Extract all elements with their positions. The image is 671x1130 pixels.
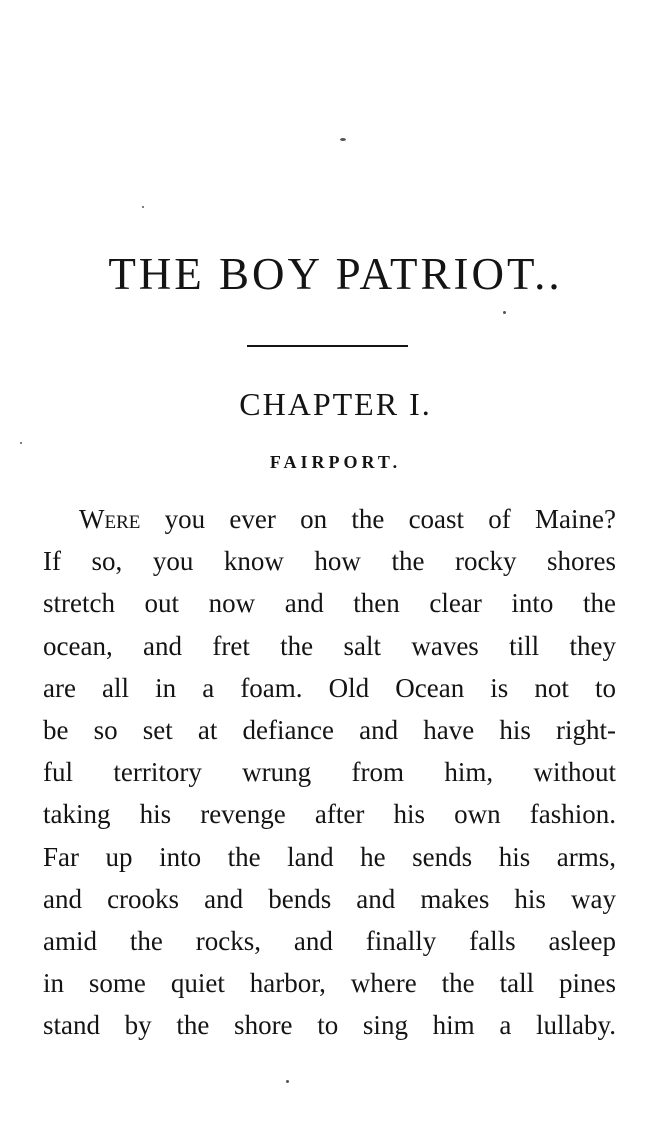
paragraph-line: in some quiet harbor, where the tall pines <box>43 968 616 999</box>
chapter-subtitle: FAIRPORT. <box>269 452 402 472</box>
ink-speck <box>142 206 144 208</box>
book-title: THE BOY PATRIOT.. <box>108 249 563 299</box>
ink-speck <box>286 1080 289 1083</box>
paragraph-line: and crooks and bends and makes his way <box>43 883 616 914</box>
paragraph-line: ocean, and fret the salt waves till they <box>43 630 616 661</box>
paragraph-line: Far up into the land he sends his arms, <box>43 841 616 872</box>
ink-speck <box>340 138 346 141</box>
paragraph-line: stretch out now and then clear into the <box>43 588 616 619</box>
ink-speck <box>20 442 22 444</box>
paragraph-line: If so, you know how the rocky shores <box>43 546 616 577</box>
ink-speck <box>503 311 506 314</box>
paragraph-line: stand by the shore to sing him a lullaby. <box>43 1010 616 1041</box>
paragraph-line: ful territory wrung from him, without <box>43 757 616 788</box>
paragraph-line: amid the rocks, and finally falls asleep <box>43 926 616 957</box>
paragraph-line: are all in a foam. Old Ocean is not to <box>43 672 616 703</box>
chapter-heading: CHAPTER I. <box>239 386 432 422</box>
opening-word: Were <box>79 504 141 534</box>
paragraph-line: taking his revenge after his own fashion. <box>43 799 616 830</box>
title-divider <box>247 345 408 347</box>
paragraph-line: be so set at defiance and have his right- <box>43 715 616 746</box>
paragraph-line-text: you ever on the coast of Maine? <box>140 504 616 534</box>
paragraph-line <box>43 498 616 540</box>
chapter-paragraph <box>43 498 616 1047</box>
